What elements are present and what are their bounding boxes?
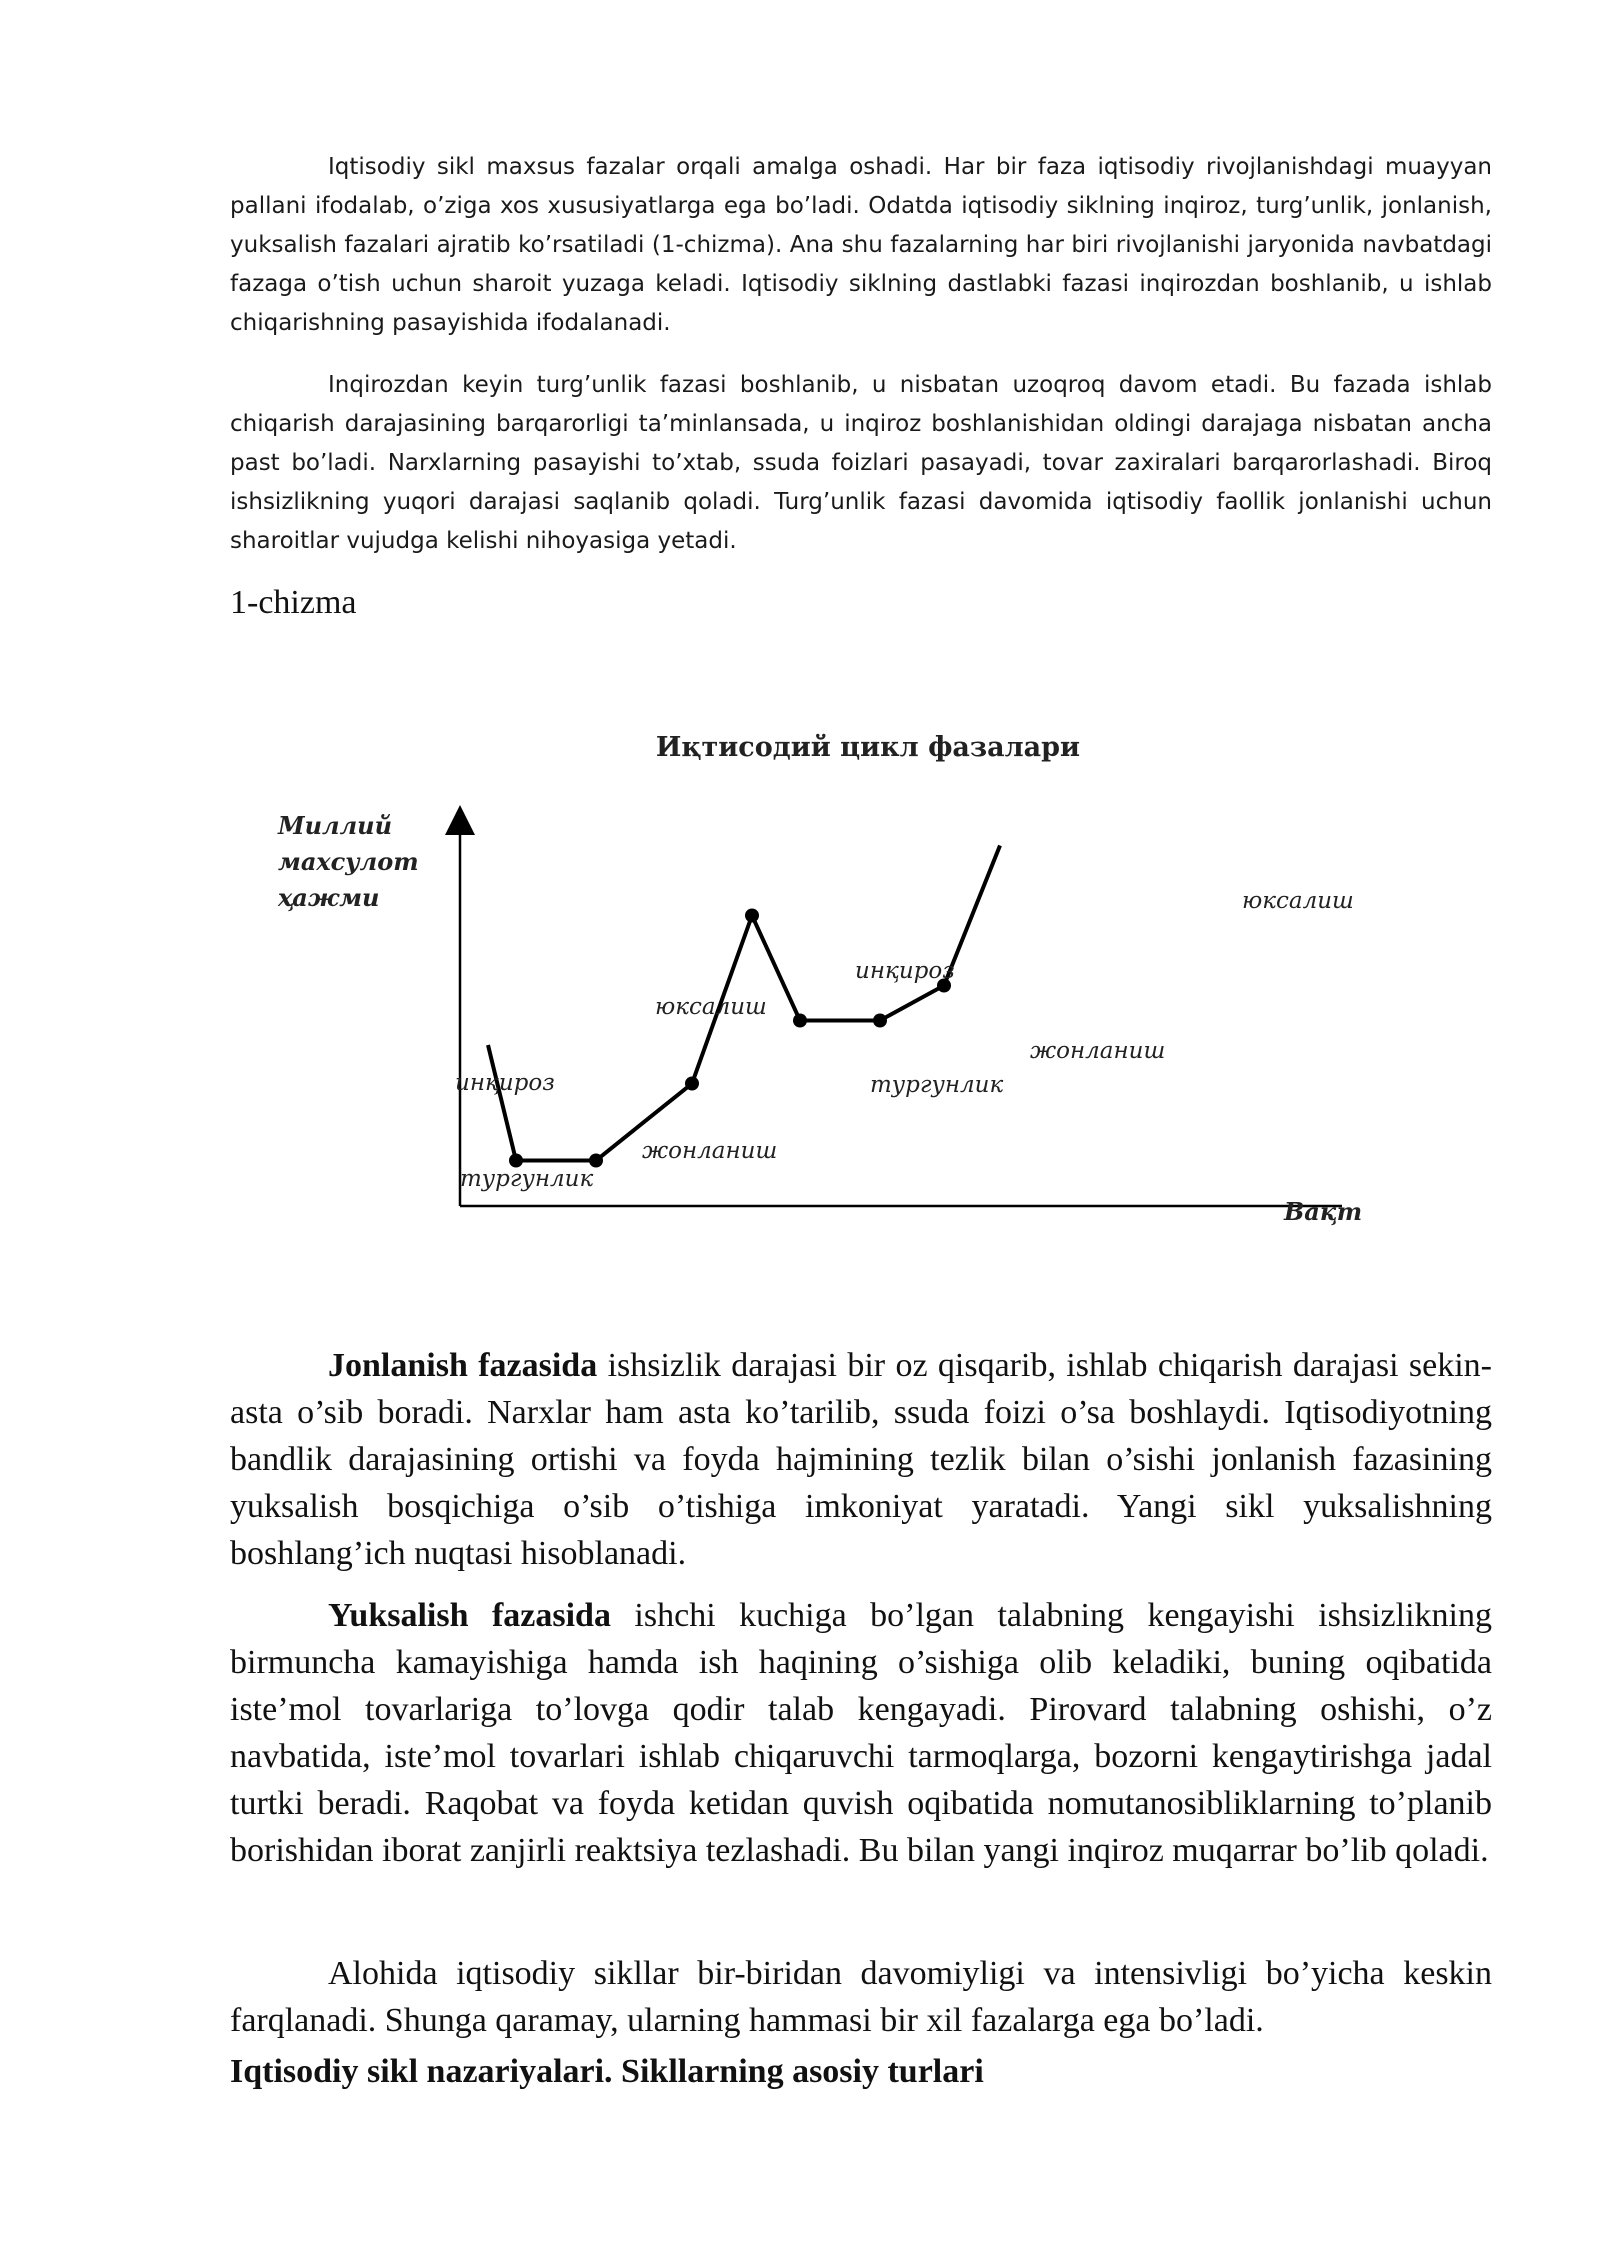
phase-label: жонланиш: [642, 1138, 778, 1164]
phase-label: жонланиш: [1030, 1038, 1166, 1064]
paragraph-boom: [230, 1592, 1492, 1874]
y-axis-label-line: ҳажми: [278, 883, 380, 912]
bold-term-recovery: Jonlanish fazasida: [328, 1347, 598, 1384]
chart-title: Иқтисодий цикл фазалари: [655, 732, 1081, 763]
data-point: [685, 1077, 699, 1091]
paragraph-boom-text: ishchi kuchiga bo’lgan talabning kengayishi ishsizlikning birmuncha kamayishiga hamda ish haqining o’sishiga olib keladiki, buning oqibatida iste’mol tovarlariga to’lovga qodir talab kengayadi. Pirovard talabning oshishi, o’z navbatida, iste’mol tovarlari ishlab chiqaruvchi tarmoqlarga, bozorni kengaytirishga jadal turtki beradi. Raqobat va foyda ketidan quvish oqibatida nomutanosibliklarning to’planib borishidan iborat zanjirli reaktsiya tezlashadi. Bu bilan yangi inqiroz muqarrar bo’lib qoladi.: [230, 1597, 1492, 1869]
phase-label: юксалиш: [655, 994, 767, 1020]
business-cycle-figure: [230, 700, 1492, 1260]
y-axis-label-line: Миллий: [278, 811, 393, 840]
data-point: [873, 1014, 887, 1028]
data-point: [745, 909, 759, 923]
bold-term-boom: Yuksalish fazasida: [328, 1597, 611, 1634]
business-cycle-chart: [230, 700, 1492, 1260]
data-point: [793, 1014, 807, 1028]
phase-label: инқироз: [855, 958, 955, 984]
phase-label: тургунлик: [870, 1072, 1004, 1098]
y-axis-label: [277, 811, 419, 912]
phase-label: тургунлик: [460, 1166, 594, 1192]
phase-label: юксалиш: [1242, 888, 1354, 914]
paragraph-stagnation: Inqirozdan keyin turg’unlik fazasi boshlanib, u nisbatan uzoqroq davom etadi. Bu fazada ishlab chiqarish darajasining barqarorligi ta’minlansada, u inqiroz boshlanishidan oldingi darajaga nisbatan ancha past bo’ladi. Narxlarning pasayishi to’xtab, ssuda foizlari pasayadi, tovar zaxiralari barqarorlashadi. Biroq ishsizlikning yuqori darajasi saqlanib qoladi. Turg’unlik fazasi davomida iqtisodiy faollik jonlanishi uchun sharoitlar vujudga kelishi nihoyasiga yetadi.: [230, 372, 1492, 554]
phase-label: инқироз: [455, 1070, 555, 1096]
paragraph-phases-intro: Iqtisodiy sikl maxsus fazalar orqali amalga oshadi. Har bir faza iqtisodiy rivojlanishdagi muayyan pallani ifodalab, o’ziga xos xususiyatlarga ega bo’ladi. Odatda iqtisodiy siklning inqiroz, turg’unlik, jonlanish, yuksalish fazalari ajratib ko’rsatiladi (1-chizma). Ana shu fazalarning har biri rivojlanishi jaryonida navbatdagi fazaga o’tish uchun sharoit yuzaga keladi. Iqtisodiy siklning dastlabki fazasi inqirozdan boshlanib, u ishlab chiqarishning pasayishida ifodalanadi.: [230, 154, 1492, 336]
paragraph-recovery: [230, 1342, 1492, 1577]
figure-label: 1-chizma: [230, 584, 357, 621]
y-axis-label-line: махсулот: [278, 847, 419, 876]
paragraph-cycle-differences: Alohida iqtisodiy sikllar bir-biridan davomiyligi va intensivligi bo’yicha keskin farqlanadi. Shunga qaramay, ularning hammasi bir xil fazalarga ega bo’ladi.: [230, 1955, 1492, 2039]
section-heading: Iqtisodiy sikl nazariyalari. Sikllarning asosiy turlari: [230, 2053, 984, 2090]
paragraph-recovery-text: ishsizlik darajasi bir oz qisqarib, ishlab chiqarish darajasi sekin-asta o’sib boradi. Narxlar ham asta ko’tarilib, ssuda foizi o’sa boshlaydi. Iqtisodiyotning bandlik darajasining ortishi va foyda hajmining tezlik bilan o’sishi jonlanish fazasining yuksalish bosqichiga o’sib o’tishiga imkoniyat yaratadi. Yangi sikl yuksalishning boshlang’ich nuqtasi hisoblanadi.: [230, 1347, 1493, 1572]
x-axis-label: Вақт: [1284, 1197, 1363, 1226]
